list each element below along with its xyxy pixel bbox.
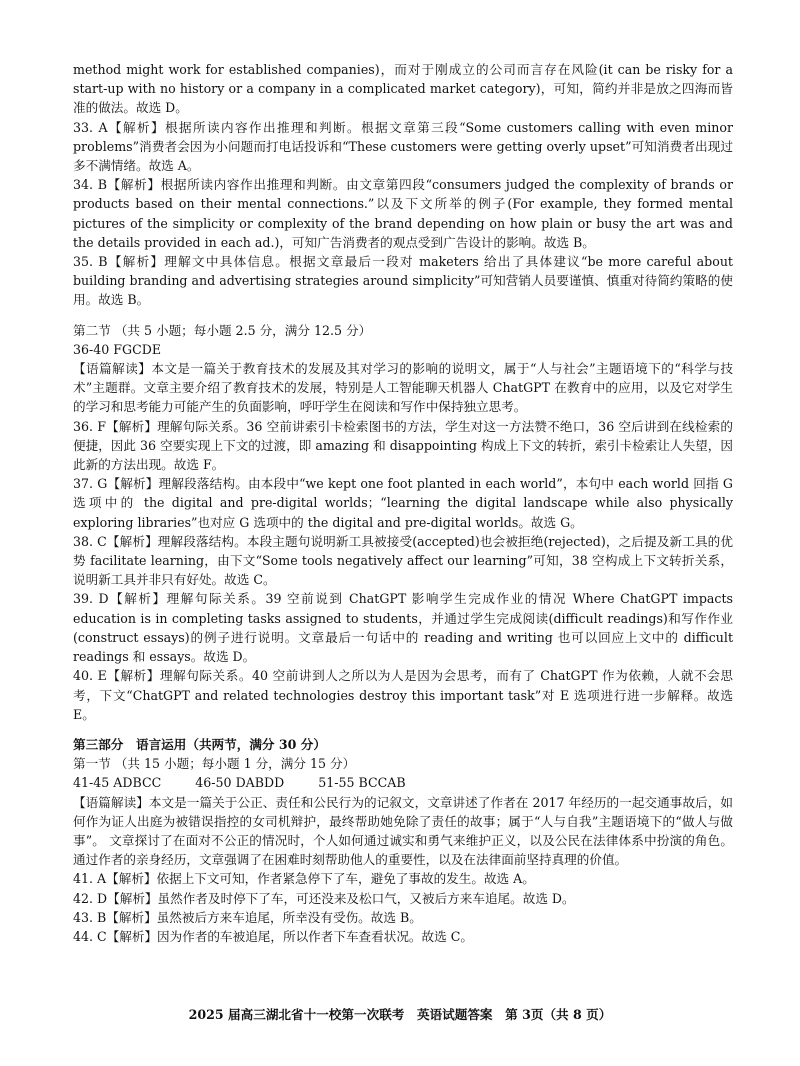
answer-36: 36. F【解析】理解句际关系。36 空前讲索引卡检索图书的方法，学生对这一方法赞不绝口，36 空后讲到在线检索的便捷，因此 36 空要实现上下文的过渡，即 amazing 和 disappointing 构成上下文的转折，索引卡检索让人失望，因此新的方法出现。故选 F。 (73, 418, 733, 473)
answer-37: 37. G【解析】理解段落结构。由本段中“we kept one foot planted in each world”，本句中 each world 回指 G 选项中的 the digital and pre-digital worlds；“learning the digital landscape while also physically exploring libraries”也对应 G 选项中的 the digital and pre-digital worlds。故选 G。 (73, 476, 733, 530)
answer-44: 44. C【解析】因为作者的车被追尾，所以作者下车查看状况。故选 C。 (73, 928, 473, 944)
section2-passage-summary: 【语篇解读】本文是一篇关于教育技术的发展及其对学习的影响的说明文，属于“人与社会”主题语境下的“科学与技术”主题群。文章主要介绍了教育技术的发展，特别是人工智能聊天机器人 ChatGPT 在教育中的应用，以及它对学生的学习和思考能力可能产生的负面影响，呼吁学生在阅读和写作中保持独立思考。 (73, 361, 733, 415)
answer-39: 39. D【解析】理解句际关系。39 空前说到 ChatGPT 影响学生完成作业的情况 Where ChatGPT impacts education is in completing tasks assigned to students，并通过学生完成阅读(difficult readings)和写作作业(construct essays)的例子进行说明。文章最后一句话中的 reading and writing 也可以回应上文中的 difficult readings 和 essays。故选 D。 (73, 591, 733, 665)
answer-38: 38. C【解析】理解段落结构。本段主题句说明新工具被接受(accepted)也会被拒绝(rejected)，之后提及新工具的优势 facilitate learning，由下文“Some tools negatively affect our learning”可知，38 空构成上下文转折关系，说明新工具并非只有好处。故选 C。 (73, 533, 733, 588)
part3-subheading: 第一节 （共 15 小题；每小题 1 分，满分 15 分） (73, 756, 356, 772)
answers-51-55: 51-55 BCCAB (318, 775, 406, 791)
answer-40: 40. E【解析】理解句际关系。40 空前讲到人之所以为人是因为会思考，而有了 ChatGPT 作为依赖，人就不会思考，下文“ChatGPT and related technologies destroy this important task”对 E 选项进行进一步解释。故选 E。 (73, 668, 733, 722)
answer-41: 41. A【解析】依据上下文可知，作者紧急停下了车，避免了事故的发生。故选 A。 (73, 871, 535, 887)
part3-passage-summary: 【语篇解读】本文是一篇关于公正、责任和公民行为的记叙文，文章讲述了作者在 2017 年经历的一起交通事故后，如何作为证人出庭为被错误指控的女司机辩护，最终帮助她免除了责任的故事；属于“人与自我”主题语境下的“做人与做事”。 文章探讨了在面对不公正的情况时，个人如何通过诚实和勇气来维护正义，以及公民在法律体系中扮演的角色。通过作者的亲身经历，文章强调了在困难时刻帮助他人的重要性，以及在法律面前坚持真理的价值。 (73, 794, 733, 868)
part3-answers (73, 773, 733, 792)
spacer (73, 724, 733, 735)
answer-34: 34. B【解析】根据所读内容作出推理和判断。由文章第四段“consumers judged the complexity of brands or products based on their mental connections.”以及下文所举的例子(For example, they formed mental pictures of the simplicity or complexity of the brand depending on how plain or busy the art was and the details provided in each ad.)，可知广告消费者的观点受到广告设计的影响。故选 B。 (73, 177, 733, 250)
section2-answers: 36-40 FGCDE (73, 341, 162, 357)
answer-43: 43. B【解析】虽然被后方来车追尾，所幸没有受伤。故选 B。 (73, 909, 422, 925)
spacer (73, 310, 733, 321)
answer-key-page (73, 60, 733, 946)
answers-41-45: 41-45 ADBCC (73, 775, 162, 791)
answer-paragraph: method might work for established companies)，而对于刚成立的公司而言存在风险(it can be risky for a start-up with no history or a company in a complicated market category)，可知，简约并非是放之四海而皆准的做法。故选 D。 (73, 62, 733, 116)
section2-heading: 第二节 （共 5 小题；每小题 2.5 分，满分 12.5 分） (73, 322, 372, 338)
part3-heading: 第三部分 语言运用（共两节，满分 30 分） (73, 736, 326, 752)
page-footer: 2025 届高三湖北省十一校第一次联考 英语试题答案 第 3页（共 8 页） (188, 1007, 612, 1022)
answers-46-50: 46-50 DABDD (195, 775, 285, 791)
answer-35: 35. B【解析】理解文中具体信息。根据文章最后一段对 maketers 给出了具体建议“be more careful about building branding and advertising strategies around simplicity”可知营销人员要谨慎、慎重对待简约策略的使用。故选 B。 (73, 254, 733, 308)
answer-42: 42. D【解析】虽然作者及时停下了车，可还没来及松口气，又被后方来车追尾。故选 D。 (73, 890, 575, 906)
answer-33: 33. A【解析】根据所读内容作出推理和判断。根据文章第三段“Some customers calling with even minor problems”消费者会因为小问题而打电话投诉和“These customers were getting overly upset”可知消费者出现过多不满情绪。故选 A。 (73, 119, 733, 174)
